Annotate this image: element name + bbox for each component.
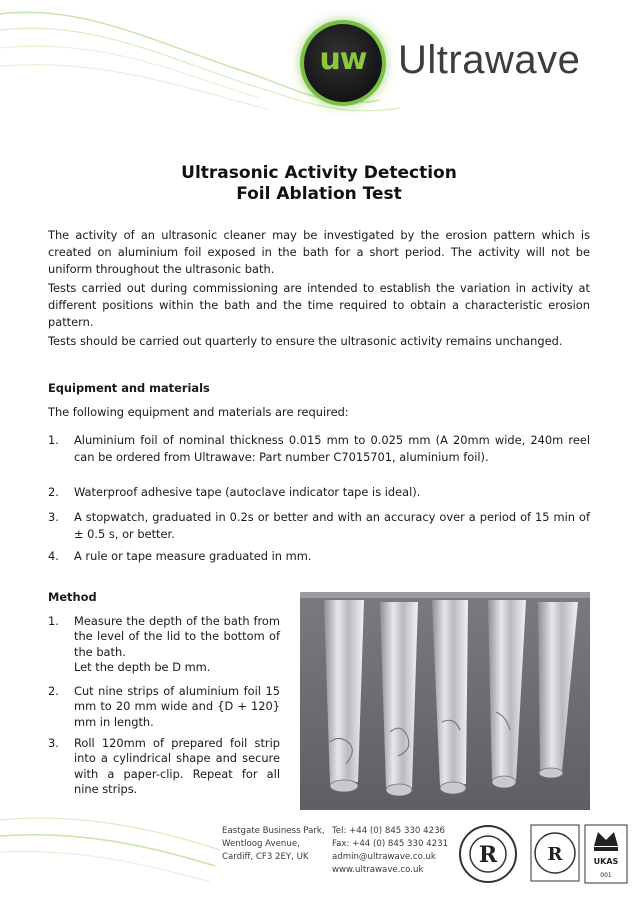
intro-paragraph-2: Tests carried out during commissioning are intended to establish the variation in activity at different positions within the bath and the time required to obtain a characteristic erosion pattern. [48, 281, 590, 329]
footer-address [222, 825, 325, 864]
list-text-extra: Let the depth be D mm. [74, 660, 211, 675]
certification-seal-icon [530, 824, 580, 882]
list-text: Roll 120mm of prepared foil strip into a cylindrical shape and secure with a paper-clip. Repeat for all nine strips. [74, 736, 280, 797]
quality-assurance-seal-icon [458, 824, 518, 884]
method-item-2 [48, 684, 280, 730]
equipment-heading: Equipment and materials [48, 381, 210, 395]
list-number: 1. [48, 614, 59, 628]
list-number: 2. [48, 485, 59, 499]
list-text: Measure the depth of the bath from the level of the lid to the bottom of the bath. [74, 614, 280, 659]
equipment-item-4 [48, 548, 590, 565]
equipment-item-3 [48, 509, 590, 543]
address-line: Wentloog Avenue, [222, 839, 300, 849]
ukas-crown-icon [584, 824, 628, 884]
seal-letter: R [547, 844, 563, 865]
ukas-number: 001 [600, 872, 612, 879]
address-line: Eastgate Business Park, [222, 826, 325, 836]
fax-number: Fax: +44 (0) 845 330 4231 [332, 839, 449, 849]
list-text: A rule or tape measure graduated in mm. [74, 549, 312, 563]
address-line: Cardiff, CF3 2EY, UK [222, 852, 309, 862]
ukas-label: UKAS [593, 857, 619, 866]
list-text: A stopwatch, graduated in 0.2s or better and with an accuracy over a period of 15 min of ± 0.5 s, or better. [74, 510, 590, 541]
list-number: 4. [48, 549, 59, 563]
equipment-item-1 [48, 432, 590, 466]
list-number: 3. [48, 736, 59, 750]
equipment-lead: The following equipment and materials are required: [48, 405, 349, 419]
intro-paragraph-1: The activity of an ultrasonic cleaner may be investigated by the erosion pattern which is created on aluminium foil exposed in the bath for a short period. The activity will not be uniform throughout the ultrasonic bath. [48, 228, 590, 276]
list-text: Waterproof adhesive tape (autoclave indicator tape is ideal). [74, 485, 421, 499]
method-item-3 [48, 736, 280, 798]
brand-name: Ultrawave [398, 38, 581, 82]
logo-mark: uw [319, 42, 367, 77]
list-number: 3. [48, 510, 59, 524]
list-text: Cut nine strips of aluminium foil 15 mm to 20 mm wide and {D + 120} mm in length. [74, 684, 280, 729]
list-number: 1. [48, 433, 59, 447]
intro-paragraph-3: Tests should be carried out quarterly to ensure the ultrasonic activity remains unchanged. [48, 334, 563, 348]
seal-letter: R [478, 842, 498, 868]
ultrawave-logo [304, 24, 604, 102]
footer-contact [332, 825, 448, 877]
method-item-1 [48, 614, 280, 676]
email-address: admin@ultrawave.co.uk [332, 852, 436, 862]
phone-number: Tel: +44 (0) 845 330 4236 [332, 826, 446, 836]
list-text: Aluminium foil of nominal thickness 0.015 mm to 0.025 mm (A 20mm wide, 240m reel can be ordered from Ultrawave: Part number C7015701, aluminium foil). [74, 433, 590, 464]
equipment-item-2 [48, 484, 590, 501]
foil-strips-photo [300, 592, 590, 810]
page-subtitle: Foil Ablation Test [236, 184, 402, 204]
website: www.ultrawave.co.uk [332, 865, 424, 875]
page-title: Ultrasonic Activity Detection [181, 163, 457, 183]
list-number: 2. [48, 684, 59, 698]
method-heading: Method [48, 590, 97, 604]
